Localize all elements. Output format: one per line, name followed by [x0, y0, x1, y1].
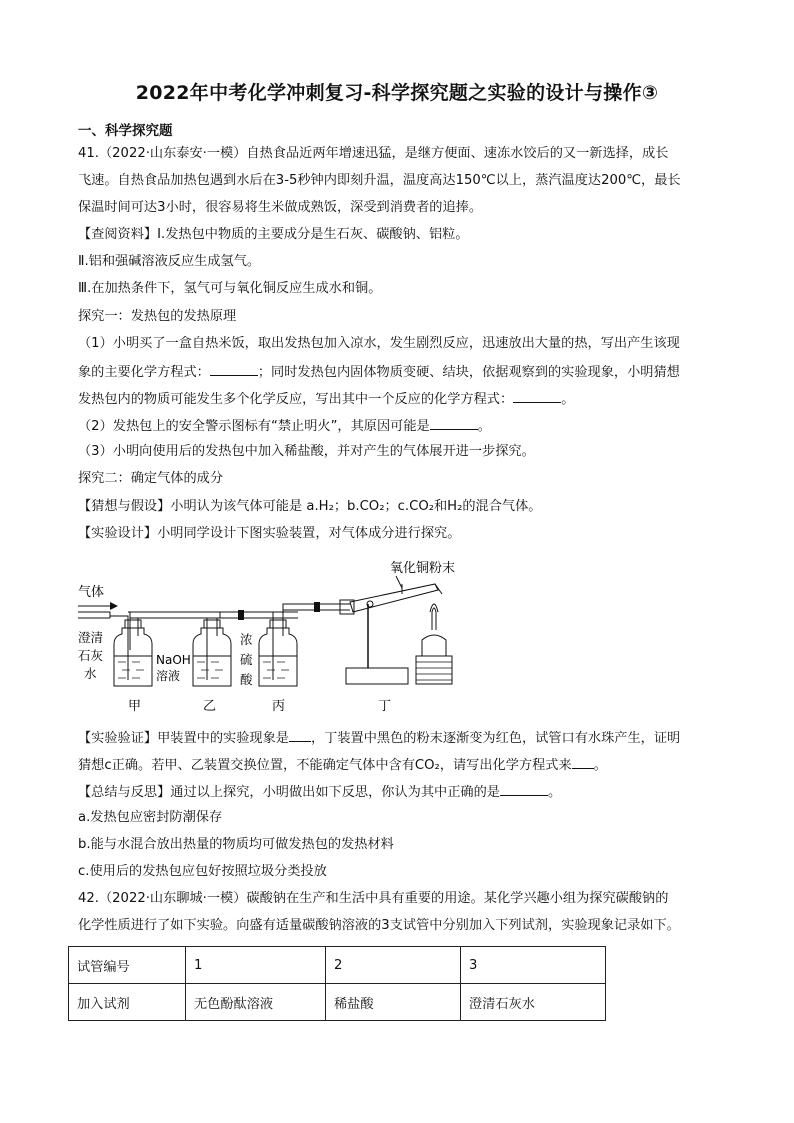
q41-materials-3: Ⅲ.在加热条件下，氢气可与氧化铜反应生成水和铜。 — [78, 281, 382, 296]
q41-line-2: 飞速。自热食品加热包遇到水后在3-5秒钟内即刻升温，温度高达150℃以上，蒸汽温度达200℃，最长 — [78, 173, 681, 188]
section-heading: 一、科学探究题 — [78, 123, 173, 139]
svg-text:硫: 硫 — [240, 652, 253, 667]
table-row — [69, 984, 606, 1021]
page-title: 2022年中考化学冲刺复习-科学探究题之实验的设计与操作③ — [135, 82, 659, 104]
label-jia: 甲 — [128, 699, 142, 714]
reagent-table — [68, 946, 606, 1021]
gas-label: 气体 — [78, 585, 105, 600]
label-ding: 丁 — [378, 699, 392, 714]
table-row — [69, 947, 606, 984]
limewater-label — [78, 630, 104, 681]
apparatus-ding — [340, 576, 452, 684]
q41-sub1-line-3: 发热包内的物质可能发生多个化学反应，写出其中一个反应的化学方程式： 。 — [78, 389, 574, 409]
q41-materials-2: Ⅱ.铝和强碱溶液反应生成氢气。 — [78, 254, 261, 269]
svg-text:水: 水 — [84, 666, 97, 681]
q42-line-2: 化学性质进行了如下实验。向盛有适量碳酸钠溶液的3支试管中分别加入下列试剂，实验现象记录如下。 — [78, 918, 680, 933]
svg-text:酸: 酸 — [240, 672, 253, 687]
label-yi: 乙 — [203, 699, 217, 714]
copper-oxide-label: 氧化铜粉末 — [390, 561, 456, 576]
answer-blank[interactable] — [210, 362, 258, 376]
svg-text:NaOH: NaOH — [156, 653, 191, 667]
option-c: c.使用后的发热包应包好按照垃圾分类投放 — [78, 864, 327, 879]
q41-explore-2: 探究二：确定气体的成分 — [78, 471, 224, 486]
q41-sub1-line-2: 象的主要化学方程式： ；同时发热包内固体物质变硬、结块，依据观察到的实验现象，小明猜想 — [78, 362, 680, 382]
q41-line-3: 保温时间可达3小时，很容易将生米做成熟饭，深受到消费者的追捧。 — [78, 200, 483, 215]
answer-blank[interactable] — [572, 755, 594, 769]
experiment-apparatus-diagram — [70, 560, 490, 720]
bottle-jia — [114, 618, 152, 686]
answer-blank[interactable] — [513, 389, 561, 403]
answer-blank[interactable] — [430, 416, 478, 430]
table-cell: 2 — [326, 947, 461, 984]
answer-blank[interactable] — [289, 728, 311, 742]
table-cell: 加入试剂 — [69, 984, 186, 1021]
table-cell: 稀盐酸 — [326, 984, 461, 1021]
table-cell: 澄清石灰水 — [461, 984, 606, 1021]
q41-sub1-line-1: （1）小明买了一盒自热米饭，取出发热包加入凉水，发生剧烈反应，迅速放出大量的热，写出产生该现 — [78, 336, 680, 351]
q41-sub2: （2）发热包上的安全警示图标有“禁止明火”，其原因可能是 。 — [78, 416, 491, 436]
svg-text:浓: 浓 — [240, 632, 253, 647]
answer-blank[interactable] — [500, 782, 548, 796]
table-cell: 无色酚酞溶液 — [186, 984, 326, 1021]
svg-text:石灰: 石灰 — [78, 648, 104, 663]
option-a: a.发热包应密封防潮保存 — [78, 810, 223, 825]
bottle-bing — [259, 602, 350, 686]
svg-text:澄清: 澄清 — [78, 630, 104, 645]
table-cell: 试管编号 — [69, 947, 186, 984]
q41-verification-2: 猜想c正确。若甲、乙装置交换位置，不能确定气体中含有CO₂，请写出化学方程式来 。 — [78, 755, 607, 775]
q42-line-1: 42.（2022·山东聊城·一模）碳酸钠在生产和生活中具有重要的用途。某化学兴趣小组为探究碳酸钠的 — [78, 891, 669, 906]
table-cell: 1 — [186, 947, 326, 984]
table-cell: 3 — [461, 947, 606, 984]
q41-verification-1: 【实验验证】甲装置中的实验现象是 ，丁装置中黑色的粉末逐渐变为红色，试管口有水珠产生，证明 — [78, 728, 680, 748]
svg-text:溶液: 溶液 — [156, 669, 181, 683]
sulfuric-acid-label — [240, 632, 253, 687]
option-b: b.能与水混合放出热量的物质均可做发热包的发热材料 — [78, 837, 394, 852]
q41-design: 【实验设计】小明同学设计下图实验装置，对气体成分进行探究。 — [78, 526, 461, 541]
naoh-label — [156, 653, 191, 683]
q41-hypothesis: 【猜想与假设】小明认为该气体可能是 a.H₂；b.CO₂；c.CO₂和H₂的混合气体。 — [78, 499, 542, 514]
q41-explore-1: 探究一：发热包的发热原理 — [78, 309, 237, 324]
q41-reflection: 【总结与反思】通过以上探究，小明做出如下反思，你认为其中正确的是 。 — [78, 782, 561, 802]
label-bing: 丙 — [272, 699, 286, 714]
q41-line-1: 41.（2022·山东泰安·一模）自热食品近两年增速迅猛，是继方便面、速冻水饺后的又一新选择，成长 — [78, 146, 669, 161]
q41-sub3: （3）小明向使用后的发热包中加入稀盐酸，并对产生的气体展开进一步探究。 — [78, 444, 535, 459]
q41-materials-1: 【查阅资料】Ⅰ.发热包中物质的主要成分是生石灰、碳酸钠、铝粒。 — [78, 227, 469, 242]
